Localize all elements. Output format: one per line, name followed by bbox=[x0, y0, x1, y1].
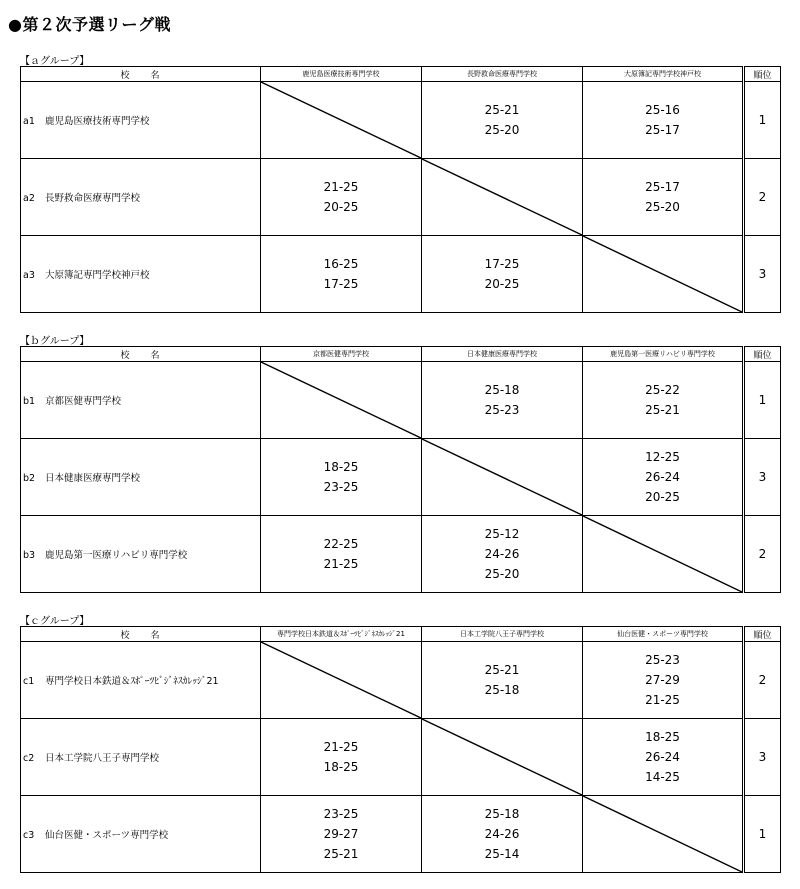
school-name-cell bbox=[21, 362, 261, 439]
set-score: 24-26 bbox=[484, 827, 520, 841]
group-label: 【ｂグループ】 bbox=[20, 336, 90, 347]
set-score: 25-23 bbox=[484, 403, 520, 417]
school-name: 長野救命医療専門学校 bbox=[45, 193, 141, 204]
match-result-cell bbox=[422, 362, 583, 439]
group-label: 【ｃグループ】 bbox=[20, 616, 90, 627]
set-score: 21-25 bbox=[323, 557, 359, 571]
opponent-column-header: 仙台医健・スポーツ専門学校 bbox=[583, 627, 744, 642]
set-score: 25-14 bbox=[484, 847, 520, 861]
diagonal-line bbox=[422, 719, 582, 795]
opponent-column-header: 日本工学院八王子専門学校 bbox=[422, 627, 583, 642]
set-score: 21-25 bbox=[645, 693, 680, 707]
match-result-cell bbox=[261, 439, 422, 516]
set-score: 27-29 bbox=[645, 673, 680, 687]
rank-cell: 1 bbox=[744, 362, 781, 439]
table-header-row bbox=[21, 627, 781, 642]
table-row bbox=[21, 159, 781, 236]
set-score: 25-12 bbox=[484, 527, 520, 541]
table-row bbox=[21, 719, 781, 796]
rank-cell: 1 bbox=[744, 82, 781, 159]
set-score: 25-17 bbox=[645, 123, 680, 137]
group-label: 【ａグループ】 bbox=[20, 56, 90, 67]
table-row bbox=[21, 439, 781, 516]
school-name: 鹿児島医療技術専門学校 bbox=[45, 116, 150, 127]
set-score: 18-25 bbox=[645, 730, 680, 744]
match-result-cell bbox=[583, 719, 744, 796]
diagonal-line bbox=[261, 362, 421, 438]
school-name-cell bbox=[21, 159, 261, 236]
set-score: 25-16 bbox=[645, 103, 680, 117]
school-code: a3 bbox=[23, 270, 35, 281]
school-code: c2 bbox=[23, 753, 35, 764]
set-score: 25-21 bbox=[645, 403, 680, 417]
school-name-cell bbox=[21, 796, 261, 873]
set-score: 25-18 bbox=[484, 807, 520, 821]
school-name: 京都医健専門学校 bbox=[45, 396, 122, 407]
match-result-cell bbox=[583, 642, 744, 719]
page-title: ●第２次予選リーグ戦 bbox=[8, 15, 171, 34]
school-name-cell bbox=[21, 642, 261, 719]
diagonal-line bbox=[583, 236, 742, 312]
self-match-cell bbox=[583, 796, 744, 873]
school-code: b1 bbox=[23, 396, 36, 407]
rank-header: 順位 bbox=[744, 347, 781, 362]
match-result-cell bbox=[422, 82, 583, 159]
match-result-cell bbox=[261, 159, 422, 236]
set-score: 22-25 bbox=[323, 537, 359, 551]
match-result-cell bbox=[422, 236, 583, 313]
set-score: 25-20 bbox=[484, 567, 520, 581]
set-score: 18-25 bbox=[323, 460, 359, 474]
league-table bbox=[20, 626, 781, 873]
opponent-column-header: 大原簿記専門学校神戸校 bbox=[583, 67, 744, 82]
school-name-cell bbox=[21, 439, 261, 516]
school-name: 日本工学院八王子専門学校 bbox=[45, 753, 160, 764]
rank-cell: 2 bbox=[744, 159, 781, 236]
set-score: 23-25 bbox=[323, 807, 359, 821]
self-match-cell bbox=[422, 439, 583, 516]
table-row bbox=[21, 362, 781, 439]
table-header-row bbox=[21, 347, 781, 362]
set-score: 20-25 bbox=[645, 490, 680, 504]
set-score: 25-21 bbox=[484, 663, 520, 677]
rank-header: 順位 bbox=[744, 67, 781, 82]
set-score: 17-25 bbox=[323, 277, 359, 291]
set-score: 12-25 bbox=[645, 450, 680, 464]
match-result-cell bbox=[422, 516, 583, 593]
set-score: 14-25 bbox=[645, 770, 680, 784]
self-match-cell bbox=[422, 719, 583, 796]
table-row bbox=[21, 642, 781, 719]
school-name: 大原簿記専門学校神戸校 bbox=[45, 270, 150, 281]
diagonal-line bbox=[583, 516, 742, 592]
set-score: 25-18 bbox=[484, 383, 520, 397]
diagonal-line bbox=[422, 439, 582, 515]
opponent-column-header: 鹿児島医療技術専門学校 bbox=[261, 67, 422, 82]
school-code: b2 bbox=[23, 473, 36, 484]
school-name-cell bbox=[21, 82, 261, 159]
set-score: 25-18 bbox=[484, 683, 520, 697]
self-match-cell bbox=[261, 362, 422, 439]
set-score: 20-25 bbox=[484, 277, 520, 291]
match-result-cell bbox=[583, 82, 744, 159]
school-name-cell bbox=[21, 516, 261, 593]
rank-cell: 3 bbox=[744, 719, 781, 796]
self-match-cell bbox=[261, 82, 422, 159]
opponent-column-header: 鹿児島第一医療リハビリ専門学校 bbox=[583, 347, 744, 362]
set-score: 21-25 bbox=[323, 740, 359, 754]
school-name: 仙台医健・スポーツ専門学校 bbox=[45, 830, 169, 841]
table-row bbox=[21, 796, 781, 873]
school-name-header: 校 名 bbox=[21, 347, 261, 362]
league-table bbox=[20, 66, 781, 313]
table-row bbox=[21, 82, 781, 159]
set-score: 18-25 bbox=[323, 760, 359, 774]
match-result-cell bbox=[261, 516, 422, 593]
set-score: 25-21 bbox=[484, 103, 520, 117]
set-score: 16-25 bbox=[323, 257, 359, 271]
set-score: 25-20 bbox=[484, 123, 520, 137]
match-result-cell bbox=[261, 236, 422, 313]
school-name: 鹿児島第一医療リハビリ専門学校 bbox=[45, 550, 188, 561]
opponent-column-header: 専門学校日本鉄道＆ｽﾎﾟｰﾂﾋﾞｼﾞﾈｽｶﾚｯｼﾞ21 bbox=[261, 627, 422, 642]
set-score: 17-25 bbox=[484, 257, 520, 271]
school-name-header: 校 名 bbox=[21, 627, 261, 642]
match-result-cell bbox=[583, 362, 744, 439]
school-code: c3 bbox=[23, 830, 35, 841]
table-row bbox=[21, 236, 781, 313]
set-score: 26-24 bbox=[645, 750, 680, 764]
school-code: a2 bbox=[23, 193, 35, 204]
league-table bbox=[20, 346, 781, 593]
rank-cell: 3 bbox=[744, 439, 781, 516]
school-code: a1 bbox=[23, 116, 35, 127]
self-match-cell bbox=[261, 642, 422, 719]
school-name-header: 校 名 bbox=[21, 67, 261, 82]
self-match-cell bbox=[422, 159, 583, 236]
set-score: 25-20 bbox=[645, 200, 680, 214]
diagonal-line bbox=[261, 82, 421, 158]
set-score: 24-26 bbox=[484, 547, 520, 561]
school-name: 専門学校日本鉄道＆ｽﾎﾟｰﾂﾋﾞｼﾞﾈｽｶﾚｯｼﾞ21 bbox=[45, 676, 219, 687]
diagonal-line bbox=[422, 159, 582, 235]
rank-header: 順位 bbox=[744, 627, 781, 642]
set-score: 25-22 bbox=[645, 383, 680, 397]
rank-cell: 2 bbox=[744, 642, 781, 719]
match-result-cell bbox=[261, 719, 422, 796]
set-score: 26-24 bbox=[645, 470, 680, 484]
school-name: 日本健康医療専門学校 bbox=[45, 473, 141, 484]
set-score: 23-25 bbox=[323, 480, 359, 494]
school-code: c1 bbox=[23, 676, 35, 687]
school-name-cell bbox=[21, 719, 261, 796]
self-match-cell bbox=[583, 236, 744, 313]
match-result-cell bbox=[583, 159, 744, 236]
set-score: 25-21 bbox=[323, 847, 359, 861]
match-result-cell bbox=[422, 796, 583, 873]
set-score: 20-25 bbox=[323, 200, 359, 214]
diagonal-line bbox=[261, 642, 421, 718]
school-name-cell bbox=[21, 236, 261, 313]
set-score: 29-27 bbox=[323, 827, 359, 841]
set-score: 25-23 bbox=[645, 653, 680, 667]
rank-cell: 1 bbox=[744, 796, 781, 873]
match-result-cell bbox=[583, 439, 744, 516]
set-score: 25-17 bbox=[645, 180, 680, 194]
diagonal-line bbox=[583, 796, 742, 872]
set-score: 21-25 bbox=[323, 180, 359, 194]
rank-cell: 2 bbox=[744, 516, 781, 593]
opponent-column-header: 京都医健専門学校 bbox=[261, 347, 422, 362]
opponent-column-header: 長野救命医療専門学校 bbox=[422, 67, 583, 82]
self-match-cell bbox=[583, 516, 744, 593]
opponent-column-header: 日本健康医療専門学校 bbox=[422, 347, 583, 362]
table-header-row bbox=[21, 67, 781, 82]
match-result-cell bbox=[261, 796, 422, 873]
table-row bbox=[21, 516, 781, 593]
rank-cell: 3 bbox=[744, 236, 781, 313]
match-result-cell bbox=[422, 642, 583, 719]
school-code: b3 bbox=[23, 550, 36, 561]
